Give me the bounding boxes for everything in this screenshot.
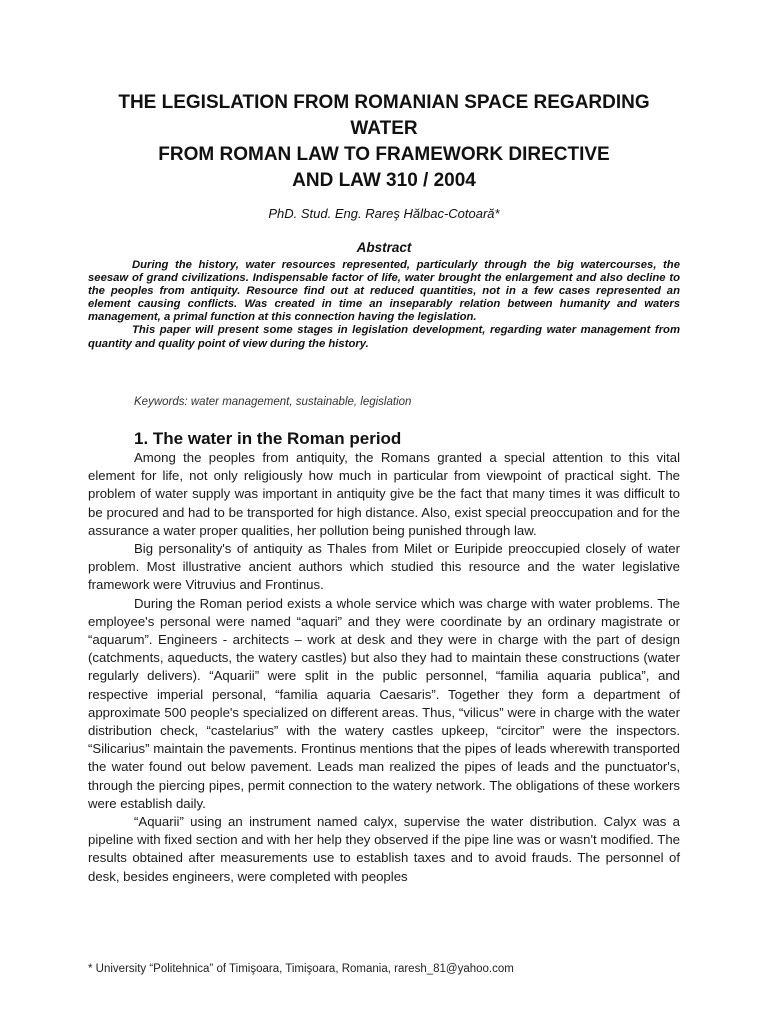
paper-title — [70, 90, 698, 194]
footnote: * University “Politehnica” of Timişoara, Timişoara, Romania, raresh_81@yahoo.com — [88, 963, 514, 975]
keywords-line: Keywords: water management, sustainable, legislation — [134, 396, 412, 408]
abstract-body — [88, 259, 680, 351]
author-line: PhD. Stud. Eng. Rareş Hălbac-Cotoară* — [268, 206, 500, 221]
body-paragraph: During the Roman period exists a whole service which was charge with water problems. The employee's personal were named “aquari” and they were coordinate by an ordinary magistrate or “aquarum”. Engineers - architects – work at desk and they were in charge with the part of design (catchments, aqueducts, the watery castles) but also they had to maintain these constructions (water regularly delivers). “Aquarii” were split in the public personnel, “familia aquaria publica”, and respective imperial personal, “familia aquaria Caesaris”. Together they form a department of approximate 500 people's specialized on different areas. Thus, “vilicus” were in charge with the water distribution check, “castelarius” with the watery castles upkeep, “circitor” were the inspectors. “Silicarius” maintain the pavements. Frontinus mentions that the pipes of leads wherewith transported the water found out below pavement. Leads man realized the pipes of leads and the punctuator's, through the piercing pipes, permit connection to the watery network. The obligations of these workers were establish daily. — [88, 595, 680, 811]
body-paragraph: Among the peoples from antiquity, the Romans granted a special attention to this vital element for life, not only religiously how much in particular from viewpoint of practical sight. The problem of water supply was important in antiquity give be the fact that many times it was difficult to be procured and had to be transported for high distance. Also, exist special preoccupation and for the assurance a water proper qualities, her pollution being punished through law. — [88, 450, 680, 538]
abstract-paragraph: During the history, water resources represented, particularly through the big watercourses, the seesaw of grand civilizations. Indispensable factor of life, water brought the enlargement and also decline to the peoples from antiquity. Resource find out at reduced quantities, not in a few cases represented an element causing conflicts. Was created in time an inseparably relation between humanity and waters management, a primal function at this connection having the legislation. — [88, 259, 680, 324]
body-text — [88, 449, 680, 886]
abstract-paragraph: This paper will present some stages in legislation development, regarding water management from quantity and quality point of view during the history. — [88, 324, 680, 350]
section-heading: 1. The water in the Roman period — [134, 429, 402, 448]
title-line: AND LAW 310 / 2004 — [292, 170, 476, 191]
body-paragraph: “Aquarii” using an instrument named calyx, supervise the water distribution. Calyx was a pipeline with fixed section and with her help they observed if the pipe line was or wasn't modified. The results obtained after measurements use to establish taxes and to avoid frauds. The personnel of desk, besides engineers, were completed with peoples — [88, 814, 680, 884]
body-paragraph: Big personality's of antiquity as Thales from Milet or Euripide preoccupied closely of water problem. Most illustrative ancient authors which studied this resource and the water legislative framework were Vitruvius and Frontinus. — [88, 541, 680, 593]
title-line: FROM ROMAN LAW TO FRAMEWORK DIRECTIVE — [158, 144, 610, 165]
title-line: THE LEGISLATION FROM ROMANIAN SPACE REGARDING — [118, 92, 650, 113]
abstract-heading: Abstract — [356, 240, 412, 255]
title-line: WATER — [350, 118, 418, 139]
